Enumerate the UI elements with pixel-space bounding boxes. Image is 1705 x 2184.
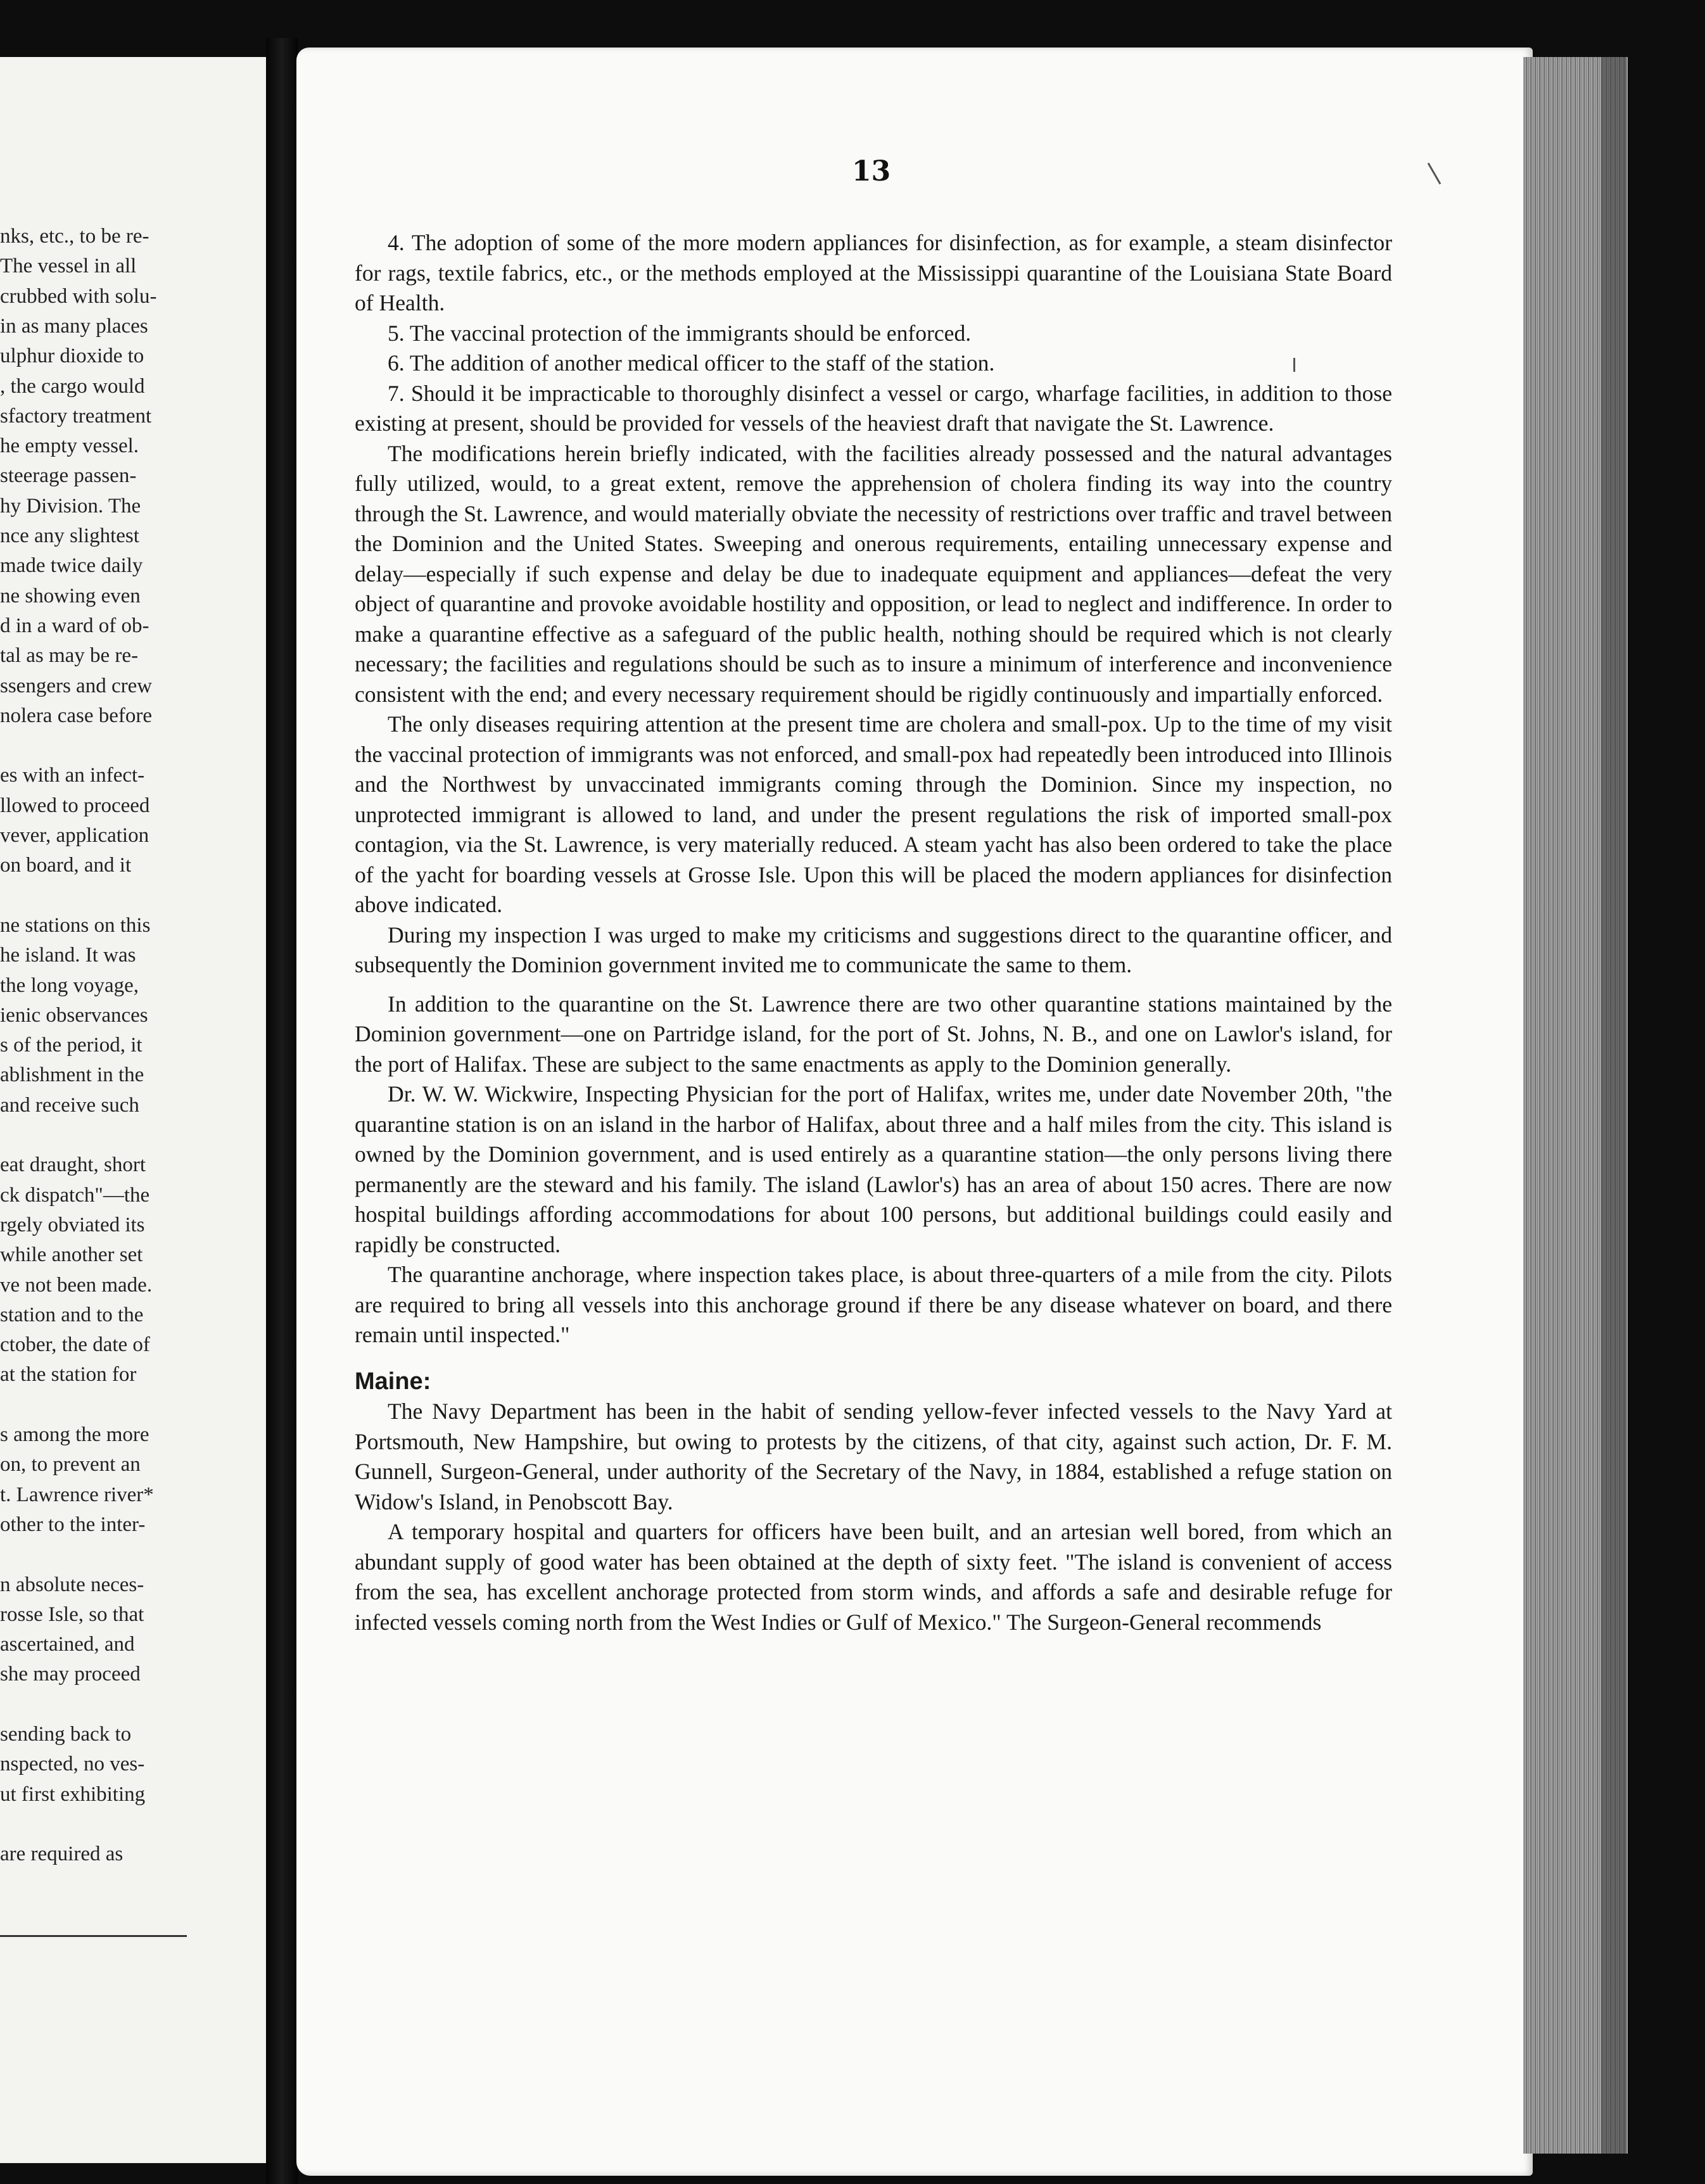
left-page-line: crubbed with solu-	[0, 284, 157, 308]
paragraph: The modifications herein briefly indicated, with the facilities already possessed and the natural advantages fully utilized, would, to a great extent, remove the apprehension of cholera finding its way into the country through the St. Lawrence, and would materially obviate the necessity of restrictions over traffic and travel between the Dominion and the United States. Sweeping and onerous requirements, entailing unnecessary expense and delay—especially if such expense and delay be due to inadequate equipment and appliances—defeat the very object of quarantine and provoke avoidable hostility and opposition, or lead to neglect and indifference. In order to make a quarantine effective as a safeguard of the public health, nothing should be required which is not clearly necessary; the facilities and regulations should be such as to insure a minimum of interference and inconvenience consistent with the end; and every necessary requirement should be rigidly continuously and impartially enforced.	[355, 440, 1392, 707]
left-page-line: sending back to	[0, 1723, 132, 1746]
paragraph: The Navy Department has been in the habit of sending yellow-fever infected vessels to the Navy Yard at Portsmouth, New Hampshire, but owing to protests by the citizens, of that city, against such action, Dr. F. M. Gunnell, Surgeon-General, under authority of the Secretary of the Navy, in 1884, established a refuge station on Widow's Island, in Penobscott Bay.	[355, 1399, 1392, 1514]
left-page-line: ablishment in the	[0, 1063, 144, 1087]
left-page-line: at the station for	[0, 1363, 137, 1387]
left-page-line: she may proceed	[0, 1663, 141, 1686]
paragraph: 6. The addition of another medical officer to the staff of the station.	[388, 350, 995, 376]
left-page-line: rgely obviated its	[0, 1213, 145, 1236]
left-page-line: ienic observances	[0, 1003, 148, 1027]
left-page-line: hy Division. The	[0, 494, 141, 517]
left-page-line: nolera case before	[0, 704, 153, 727]
paragraph: 7. Should it be impracticable to thoroughly disinfect a vessel or cargo, wharfage facilities, in addition to those existing at present, should be provided for vessels of the heaviest draft that navigate the St. Lawrence.	[355, 380, 1392, 436]
left-page-fragment	[0, 57, 266, 2163]
left-page-line: llowed to proceed	[0, 794, 150, 817]
left-page-line: ulphur dioxide to	[0, 345, 144, 368]
left-page-line: and receive such	[0, 1093, 139, 1117]
left-page-line: he empty vessel.	[0, 435, 139, 458]
left-page-line: ascertained, and	[0, 1633, 135, 1656]
paragraph: In addition to the quarantine on the St. Lawrence there are two other quarantine stations maintained by the Dominion government—one on Partridge island, for the port of St. Johns, N. B., and one on Lawlor's island, for the port of Halifax. These are subject to the same enactments as apply to the Dominion generally.	[355, 991, 1392, 1077]
footnote-rule	[0, 1935, 187, 1937]
paragraph: 4. The adoption of some of the more modern appliances for disinfection, as for example, a steam disinfector for rags, textile fabrics, etc., or the methods employed at the Mississippi quarantine of the Louisiana State Board of Health.	[355, 230, 1392, 315]
left-page-line: other to the inter-	[0, 1513, 146, 1536]
left-page-line: The vessel in all	[0, 255, 137, 278]
left-page-line: d in a ward of ob-	[0, 614, 149, 637]
page-stack-shadow	[1601, 57, 1626, 2154]
left-page-line: ck dispatch"—the	[0, 1183, 150, 1207]
left-page-line: t. Lawrence river*	[0, 1483, 154, 1506]
left-page-line: nks, etc., to be re-	[0, 225, 149, 248]
paragraph: 5. The vaccinal protection of the immigrants should be enforced.	[388, 320, 972, 346]
section-heading: Maine:	[355, 1368, 431, 1395]
left-page-line: ne showing even	[0, 584, 141, 607]
paragraph: The quarantine anchorage, where inspection takes place, is about three-quarters of a mile from the city. Pilots are required to bring all vessels into this anchorage ground if there be any disease whatever on board, and there remain until inspected."	[355, 1262, 1392, 1347]
left-page-line: n absolute neces-	[0, 1573, 144, 1596]
left-page-line: steerage passen-	[0, 464, 137, 488]
left-page-line: ssengers and crew	[0, 674, 153, 697]
left-page-line: he island. It was	[0, 944, 136, 967]
left-page-line: nce any slightest	[0, 524, 139, 547]
left-page-line: ctober, the date of	[0, 1333, 150, 1357]
left-page-line: ut first exhibiting	[0, 1782, 146, 1806]
left-page-line: rosse Isle, so that	[0, 1603, 144, 1626]
left-page-line: nspected, no ves-	[0, 1753, 145, 1776]
left-page-line: es with an infect-	[0, 764, 145, 787]
left-page-line: sfactory treatment	[0, 404, 152, 428]
left-page-line: tal as may be re-	[0, 644, 139, 668]
page-number: 13	[852, 155, 891, 187]
left-page-line: ve not been made.	[0, 1273, 153, 1297]
left-page-line: eat draught, short	[0, 1153, 146, 1177]
paragraph: Dr. W. W. Wickwire, Inspecting Physician for the port of Halifax, writes me, under date November 20th, "the quarantine station is on an island in the harbor of Halifax, about three and a half miles from the city. This island is owned by the Dominion government, and is used entirely as a quarantine station—the only persons living there permanently are the steward and his family. The island (Lawlor's) has an area of about 150 acres. There are now hospital buildings affording accommodations for about 100 persons, but additional buildings could easily and rapidly be constructed.	[355, 1081, 1392, 1257]
left-page-line: while another set	[0, 1243, 143, 1267]
left-page-line: , the cargo would	[0, 374, 145, 398]
left-page-line: vever, application	[0, 824, 149, 847]
left-page-line: ne stations on this	[0, 913, 151, 937]
body-text	[355, 228, 1392, 1637]
left-page-line: the long voyage,	[0, 974, 139, 997]
left-page-line: s among the more	[0, 1423, 149, 1446]
left-page-line: on, to prevent an	[0, 1453, 141, 1476]
paragraph: During my inspection I was urged to make my criticisms and suggestions direct to the quarantine officer, and subsequently the Dominion government invited me to communicate the same to them.	[355, 922, 1392, 977]
left-page-line: s of the period, it	[0, 1034, 143, 1057]
left-page-line: station and to the	[0, 1303, 144, 1326]
left-page-line: on board, and it	[0, 854, 132, 877]
left-page-line: made twice daily	[0, 554, 143, 578]
paragraph: The only diseases requiring attention at the present time are cholera and small-pox. Up to the time of my visit the vaccinal protection of immigrants was not enforced, and small-pox had repeatedly been introduced into Illinois and the Northwest by unvaccinated immigrants coming through the Dominion. Since my inspection, no unprotected immigrant is allowed to land, and under the present regulations the risk of imported small-pox contagion, via the St. Lawrence, is very materially reduced. A steam yacht has also been ordered to take the place of the yacht for boarding vessels at Grosse Isle. Upon this will be placed the modern appliances for disinfection above indicated.	[355, 711, 1392, 917]
book-gutter	[266, 38, 298, 2184]
left-page-line: in as many places	[0, 314, 148, 338]
left-page-line: are required as	[0, 1843, 124, 1866]
paragraph: A temporary hospital and quarters for officers have been built, and an artesian well bored, from which an abundant supply of good water has been obtained at the depth of sixty feet. "The island is convenient of access from the sea, has excellent anchorage protected from storm winds, and affords a safe and desirable refuge for infected vessels coming north from the West Indies or Gulf of Mexico." The Surgeon-General recommends	[355, 1519, 1392, 1635]
